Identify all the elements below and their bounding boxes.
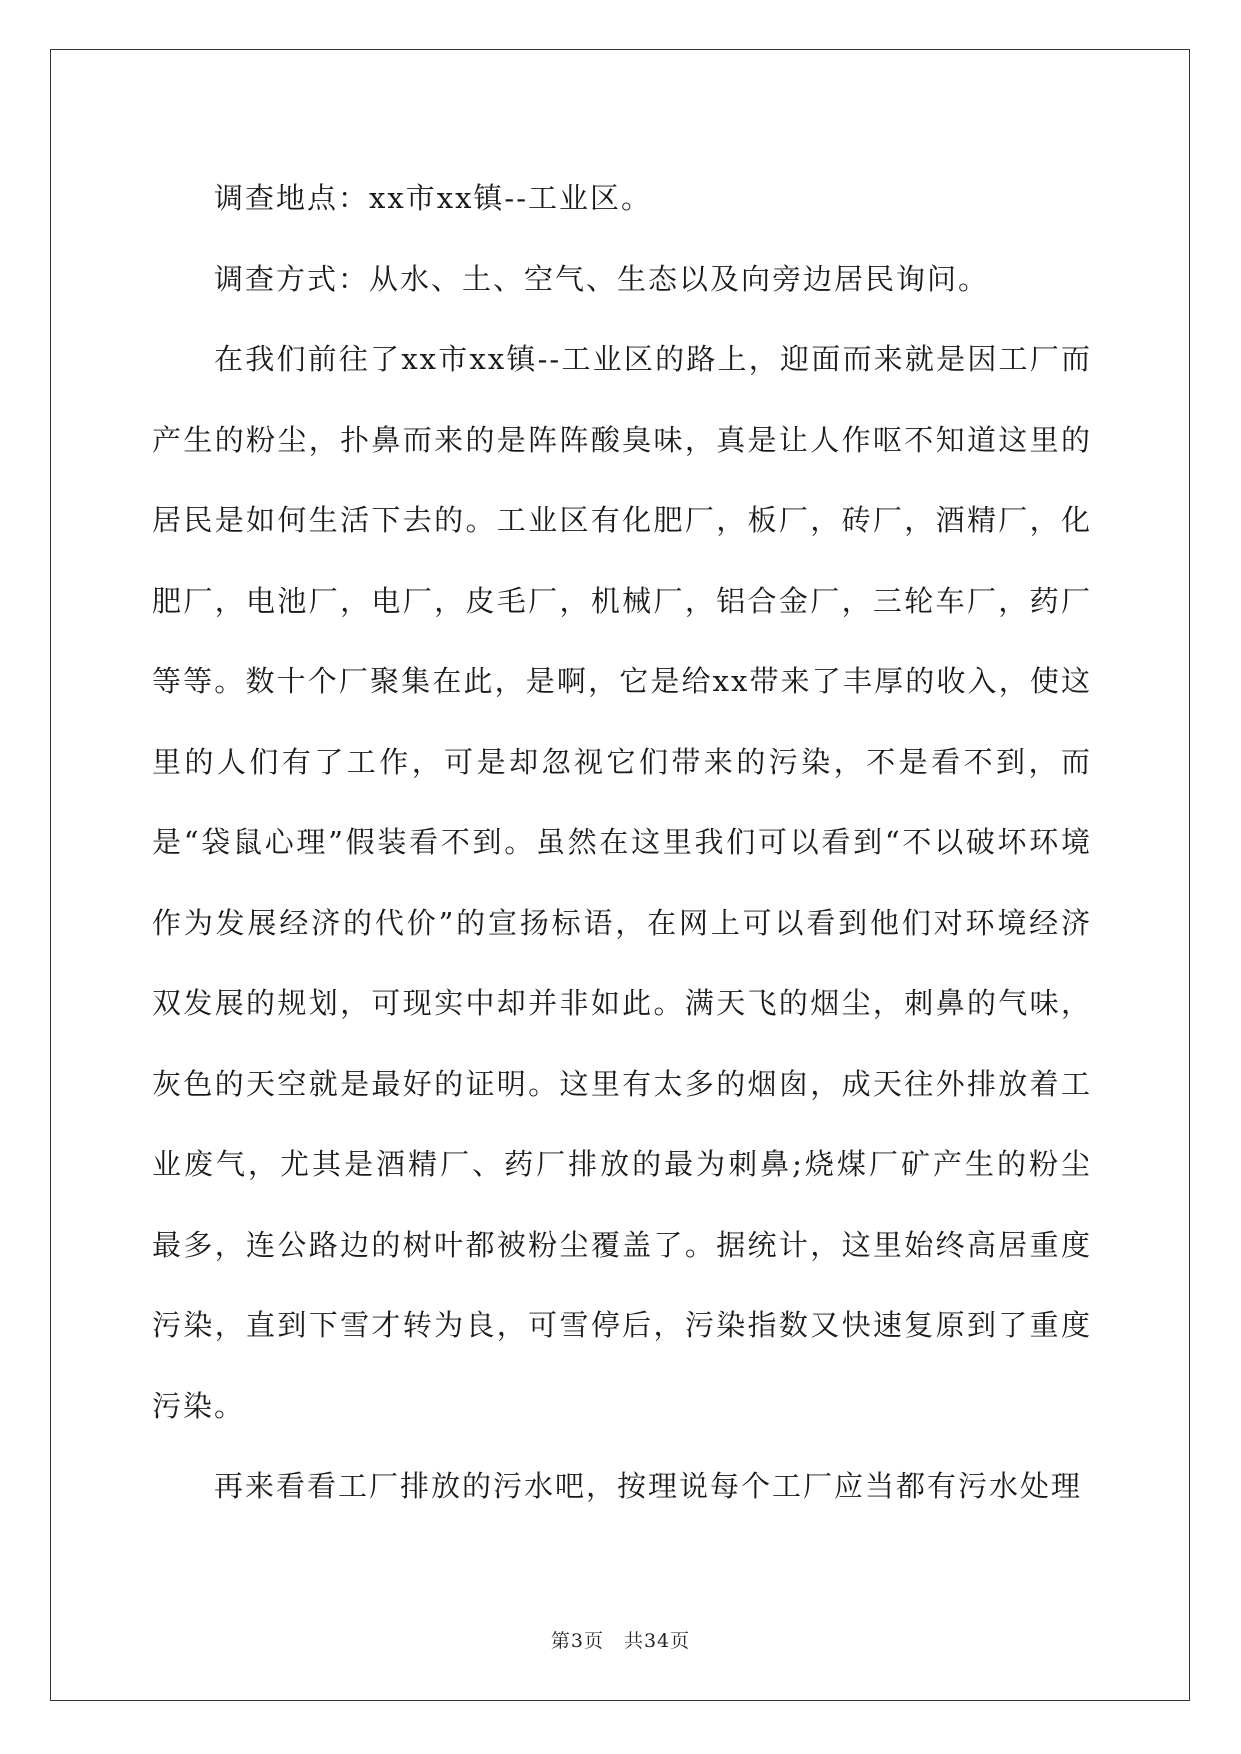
paragraph-observations: 在我们前往了xx市xx镇--工业区的路上，迎面而来就是因工厂而产生的粉尘，扑鼻而来的是阵阵酸臭味，真是让人作呕不知道这里的居民是如何生活下去的。工业区有化肥厂，板厂，砖厂，酒精厂，化肥厂，电池厂，电厂，皮毛厂，机械厂，铝合金厂，三轮车厂，药厂等等。数十个厂聚集在此，是啊，它是给xx带来了丰厚的收入，使这里的人们有了工作，可是却忽视它们带来的污染，不是看不到，而是“袋鼠心理”假装看不到。虽然在这里我们可以看到“不以破坏环境作为发展经济的代价”的宣扬标语，在网上可以看到他们对环境经济双发展的规划，可现实中却并非如此。满天飞的烟尘，刺鼻的气味，灰色的天空就是最好的证明。这里有太多的烟囱，成天往外排放着工业废气，尤其是酒精厂、药厂排放的最为刺鼻;烧煤厂矿产生的粉尘最多，连公路边的树叶都被粉尘覆盖了。据统计，这里始终高居重度污染，直到下雪才转为良，可雪停后，污染指数又快速复原到了重度污染。 [152, 342, 1092, 1423]
paragraph-method: 调查方式：从水、土、空气、生态以及向旁边居民询问。 [214, 261, 990, 296]
page-number-footer: 第3页 共34页 [550, 1630, 691, 1652]
paragraph-location: 调查地点：xx市xx镇--工业区。 [214, 181, 653, 215]
document-body [152, 158, 1092, 1527]
paragraph-wastewater: 再来看看工厂排放的污水吧，按理说每个工厂应当都有污水处理 [214, 1469, 1083, 1503]
